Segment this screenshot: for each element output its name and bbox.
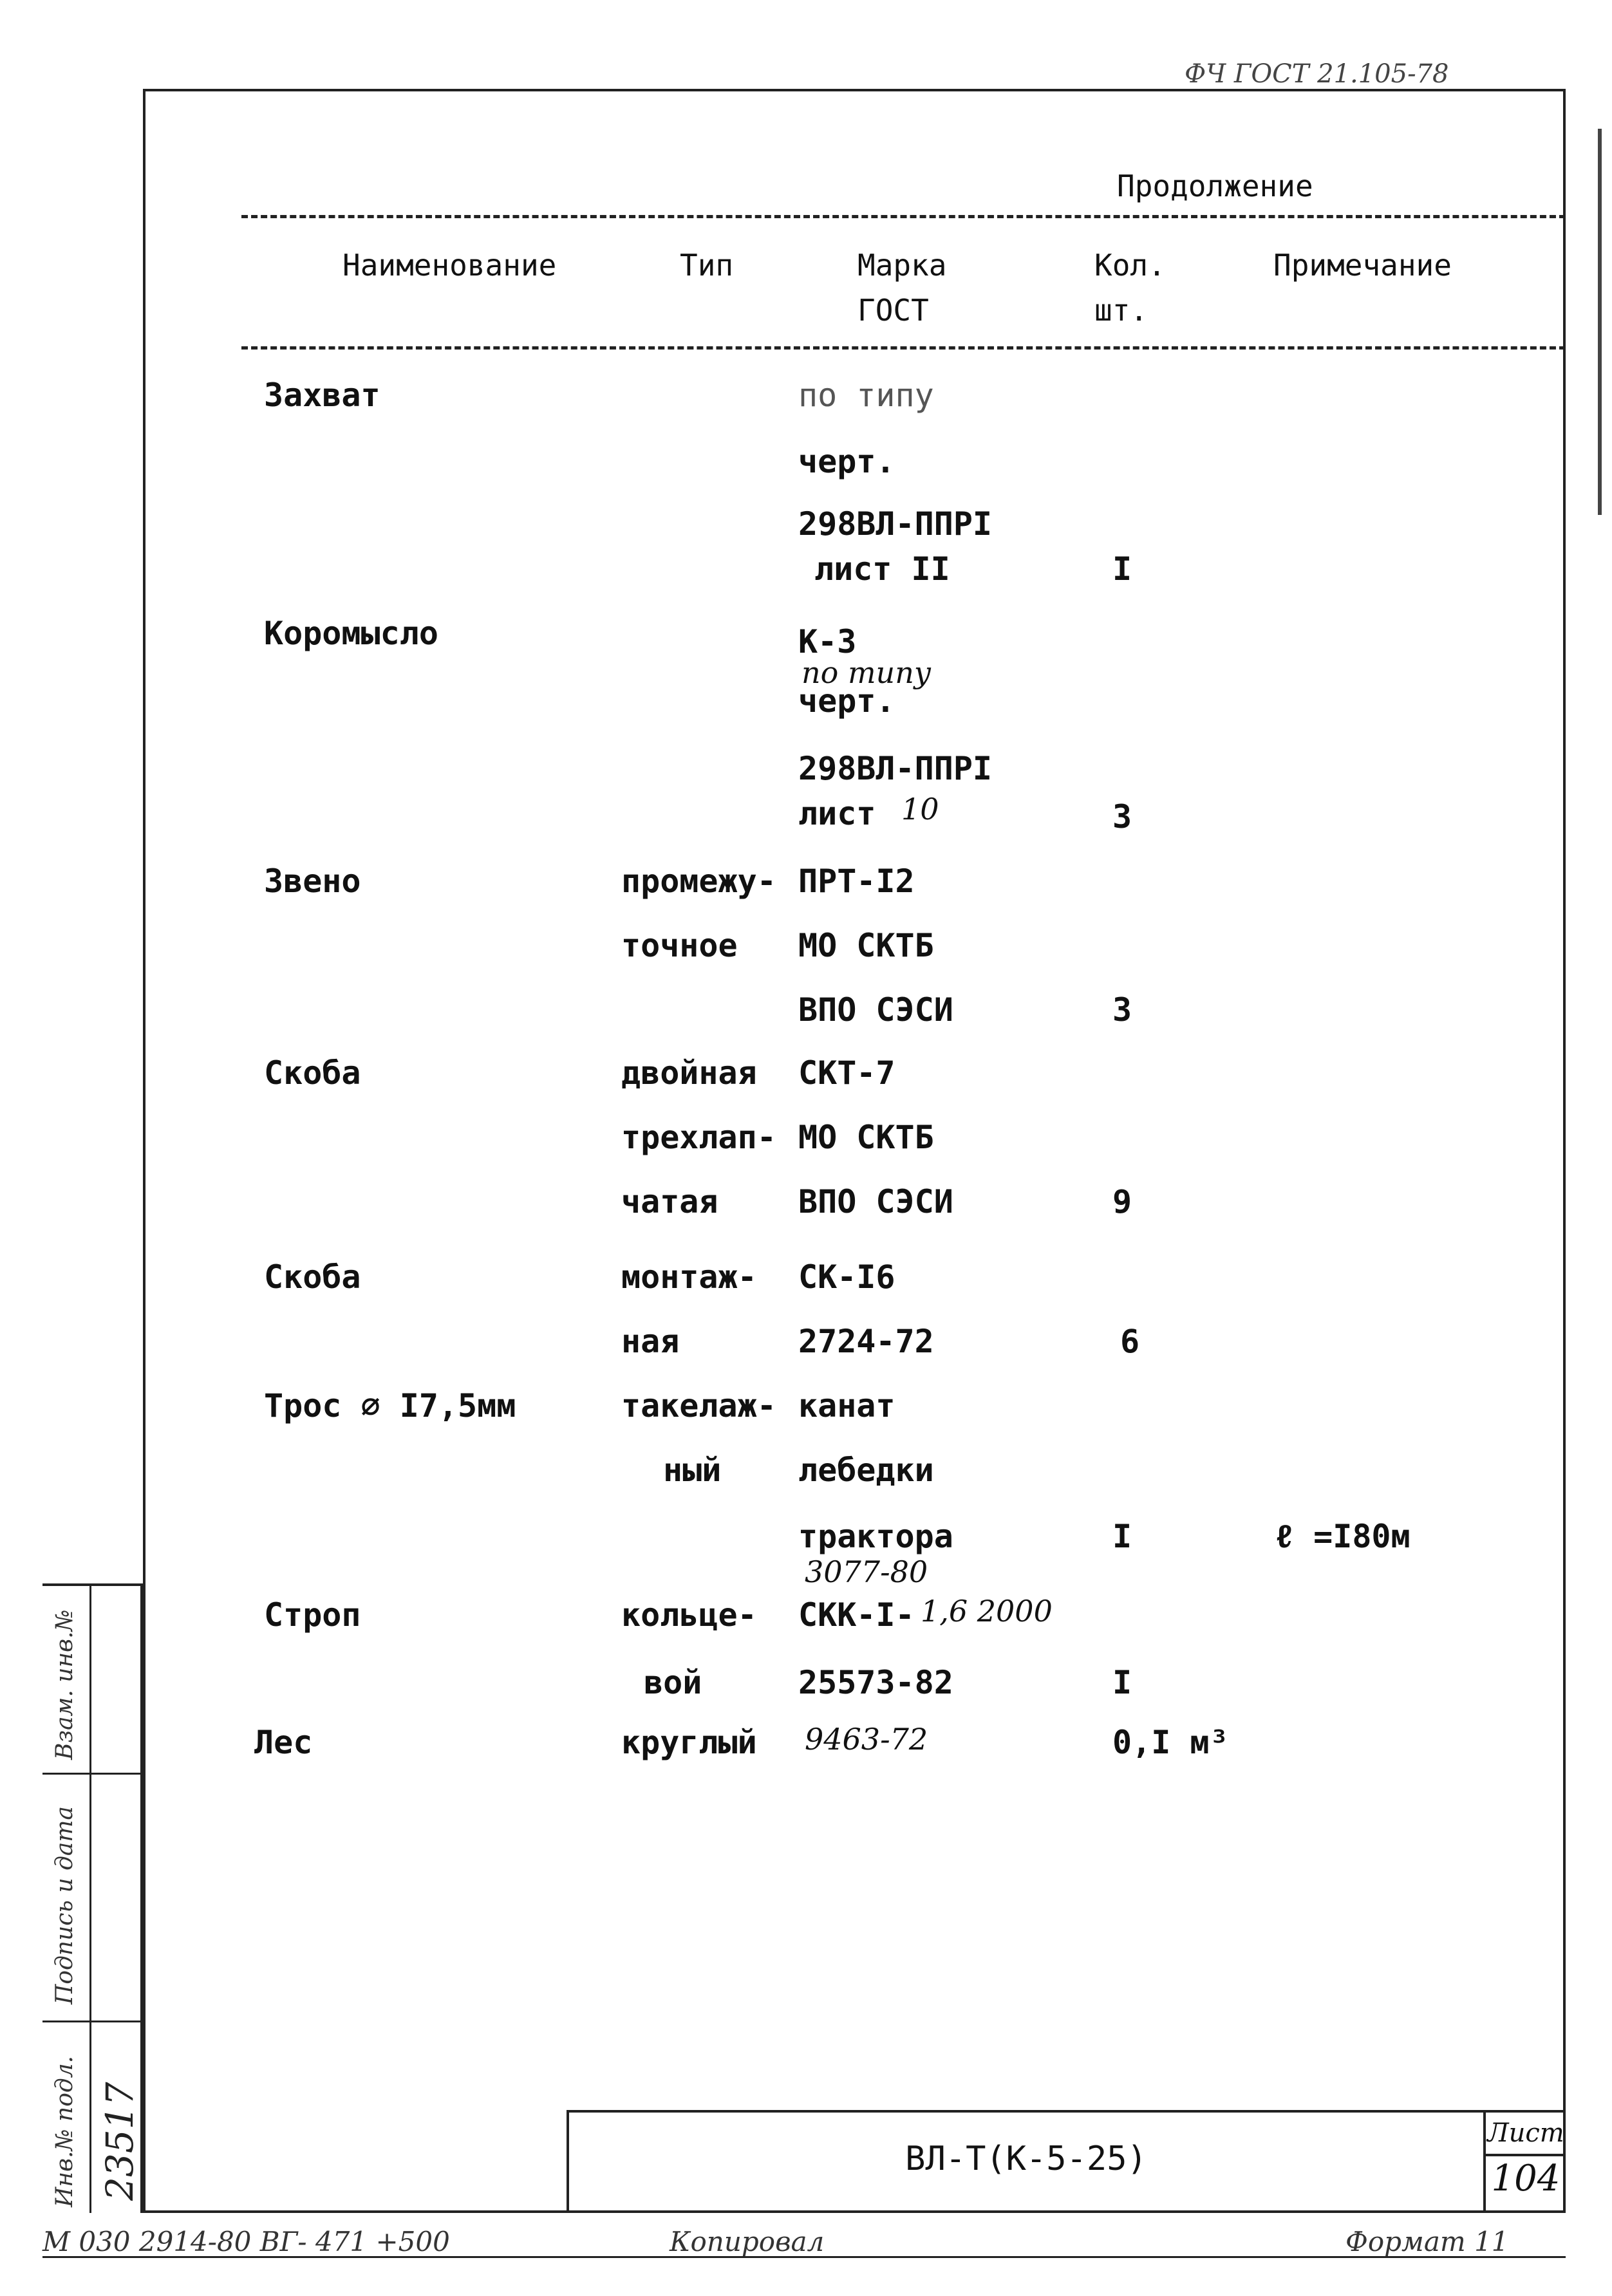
sheet-box: [1483, 2113, 1566, 2213]
row-zveno-mark-1: ПРТ-I2: [798, 863, 915, 900]
row-skoba1-qty: 9: [1112, 1183, 1132, 1220]
col-header-qty-1: Кол.: [1094, 248, 1166, 283]
row-skoba1-type-1: двойная: [621, 1054, 757, 1092]
row-zveno-mark-2: МО СКТБ: [798, 927, 934, 964]
continuation-label: Продолжение: [1117, 169, 1313, 203]
row-tros-mark-3: трактора: [798, 1518, 953, 1555]
row-zveno-name: Звено: [264, 863, 361, 900]
row-zahvat-mark-3: 298ВЛ-ППРI: [798, 505, 993, 543]
document-code: ВЛ-Т(К-5-25): [905, 2140, 1147, 2178]
row-strop-type-1: кольце-: [621, 1596, 757, 1634]
row-zahvat-mark-2: черт.: [798, 443, 895, 480]
row-koromyslo-sheet-hand: 10: [901, 792, 939, 826]
row-skoba1-type-3: чатая: [621, 1183, 718, 1220]
row-koromyslo-mark-1: К-3: [798, 623, 857, 660]
row-zahvat-mark-4: лист II: [814, 550, 950, 588]
scan-edge-bar: [1598, 129, 1602, 515]
row-skoba2-qty: 6: [1120, 1323, 1140, 1360]
row-skoba1-mark-1: СКТ-7: [798, 1054, 895, 1092]
row-tros-mark-1: канат: [798, 1387, 895, 1424]
row-tros-note: ℓ =I80м: [1275, 1518, 1410, 1555]
sheet-label: Лист: [1486, 2113, 1566, 2156]
row-zveno-mark-3: ВПО СЭСИ: [798, 991, 953, 1029]
bottom-rule: [42, 2256, 1566, 2258]
row-koromyslo-mark-hand: по типу: [801, 655, 932, 690]
row-strop-qty: I: [1112, 1664, 1132, 1701]
row-skoba2-mark-1: СК-I6: [798, 1258, 895, 1296]
col-header-name: Наименование: [342, 248, 557, 283]
row-skoba1-mark-2: МО СКТБ: [798, 1119, 934, 1156]
row-skoba1-type-2: трехлап-: [621, 1119, 776, 1156]
row-koromyslo-mark-4: лист: [798, 795, 876, 832]
bottom-format-label: Формат 11: [1345, 2226, 1509, 2257]
row-les-mark-hand: 9463-72: [805, 1722, 928, 1757]
row-tros-type-2: ный: [663, 1451, 722, 1489]
row-skoba2-mark-2: 2724-72: [798, 1323, 934, 1360]
side-approval-block: [42, 1583, 143, 2213]
row-les-qty: 0,I м³: [1112, 1724, 1229, 1761]
row-strop-mark-1: СКК-I-: [798, 1596, 915, 1634]
row-tros-qty: I: [1112, 1518, 1132, 1555]
row-strop-name: Строп: [264, 1596, 361, 1634]
row-koromyslo-qty: 3: [1112, 798, 1132, 835]
side-inv-label: Инв.№ подл.: [52, 2055, 78, 2207]
row-zahvat-name: Захват: [264, 377, 380, 414]
top-right-mark: ФЧ ГОСТ 21.105-78: [1185, 59, 1449, 89]
header-top-rule: [241, 215, 1566, 218]
row-skoba2-type-1: монтаж-: [621, 1258, 757, 1296]
col-header-qty-2: шт.: [1094, 293, 1148, 328]
row-koromyslo-mark-2: черт.: [798, 682, 895, 720]
row-zahvat-qty: I: [1112, 550, 1132, 588]
side-sign-label: Подпись и дата: [52, 1806, 78, 2004]
row-zveno-type-1: промежу-: [621, 863, 776, 900]
row-tros-mark-2: лебедки: [798, 1451, 934, 1489]
row-skoba1-name: Скоба: [264, 1054, 361, 1092]
col-header-mark-2: ГОСТ: [858, 293, 929, 328]
row-skoba2-type-2: ная: [621, 1323, 680, 1360]
sheet-number: 104: [1491, 2158, 1560, 2199]
col-header-note: Примечание: [1273, 248, 1452, 283]
row-les-name: Лес: [254, 1724, 313, 1761]
row-zveno-qty: 3: [1112, 991, 1132, 1029]
header-bottom-rule: [241, 346, 1566, 350]
side-zam-label: Взам. инв.№: [52, 1609, 78, 1760]
row-zahvat-mark-1: по типу: [798, 377, 934, 414]
row-skoba1-mark-3: ВПО СЭСИ: [798, 1183, 953, 1220]
side-divider-2: [42, 2021, 140, 2022]
col-header-mark-1: Марка: [858, 248, 947, 283]
bottom-order-text: М 030 2914-80 ВГ- 471 +500: [42, 2226, 450, 2257]
row-les-type-1: круглый: [621, 1724, 757, 1761]
row-tros-mark-hand: 3077-80: [805, 1554, 928, 1589]
bottom-copied-label: Копировал: [670, 2226, 825, 2257]
row-strop-type-2: вой: [644, 1664, 702, 1701]
side-inv-value: 23517: [98, 2082, 142, 2201]
row-tros-type-1: такелаж-: [621, 1387, 776, 1424]
col-header-type: Тип: [680, 248, 734, 283]
row-koromyslo-mark-3: 298ВЛ-ППРI: [798, 750, 993, 787]
row-koromyslo-name: Коромысло: [264, 615, 438, 652]
side-divider-1: [42, 1773, 140, 1775]
row-strop-mark-hand: 1,6 2000: [921, 1594, 1053, 1629]
row-skoba2-name: Скоба: [264, 1258, 361, 1296]
row-strop-mark-2: 25573-82: [798, 1664, 953, 1701]
row-tros-name: Трос ∅ I7,5мм: [264, 1387, 516, 1424]
row-zveno-type-2: точное: [621, 927, 738, 964]
title-stamp: [567, 2110, 1566, 2213]
